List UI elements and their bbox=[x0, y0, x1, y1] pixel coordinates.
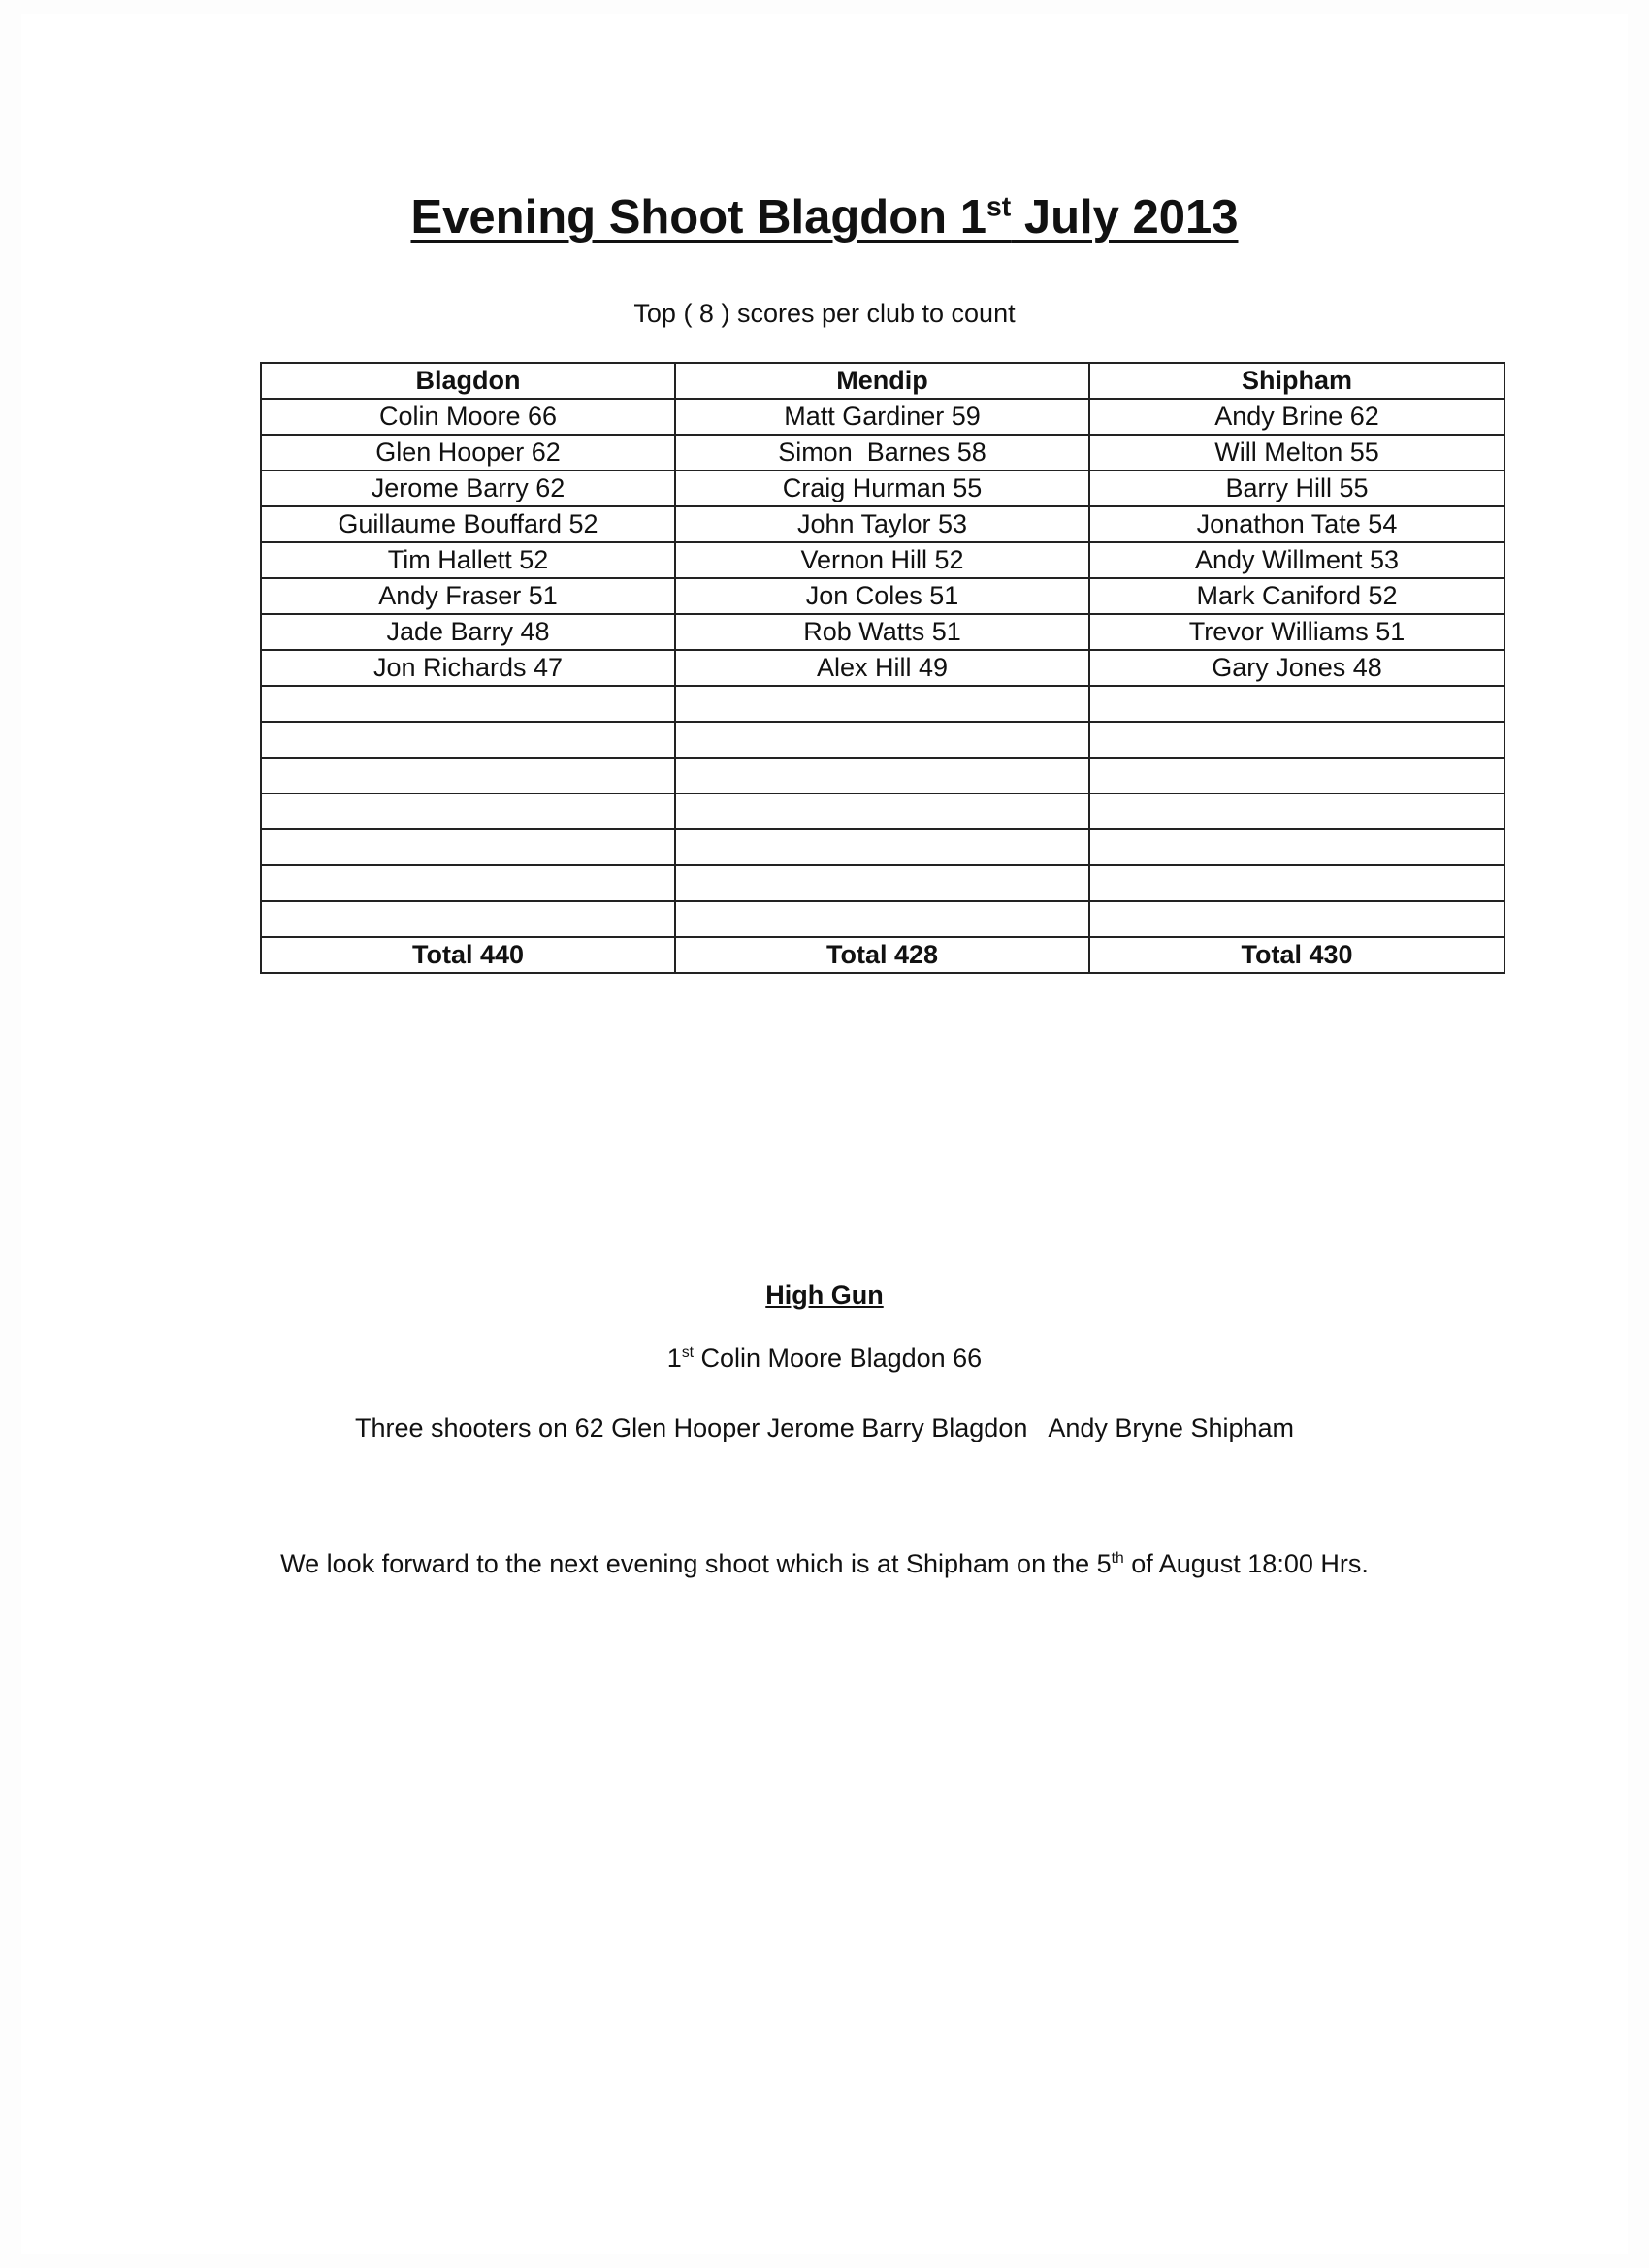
table-cell bbox=[261, 829, 675, 865]
total-blagdon: Total 440 bbox=[261, 937, 675, 973]
column-header-blagdon: Blagdon bbox=[261, 363, 675, 399]
table-cell: Rob Watts 51 bbox=[675, 614, 1089, 650]
table-cell bbox=[1089, 722, 1504, 758]
table-row bbox=[261, 506, 1504, 542]
table-row bbox=[261, 542, 1504, 578]
table-cell: Mark Caniford 52 bbox=[1089, 578, 1504, 614]
table-cell: Colin Moore 66 bbox=[261, 399, 675, 435]
table-row-empty bbox=[261, 794, 1504, 829]
table-row-empty bbox=[261, 865, 1504, 901]
table-cell bbox=[675, 901, 1089, 937]
table-cell: Andy Willment 53 bbox=[1089, 542, 1504, 578]
high-gun-tie-line: Three shooters on 62 Glen Hooper Jerome Barry Blagdon Andy Bryne Shipham bbox=[354, 1413, 1295, 1442]
table-cell: Tim Hallett 52 bbox=[261, 542, 675, 578]
paper-sheet bbox=[21, 14, 1628, 2254]
table-row bbox=[261, 470, 1504, 506]
table-cell bbox=[261, 794, 675, 829]
table-cell bbox=[1089, 794, 1504, 829]
table-header-row bbox=[261, 363, 1504, 399]
table-cell bbox=[261, 722, 675, 758]
table-cell: Matt Gardiner 59 bbox=[675, 399, 1089, 435]
table-cell: Gary Jones 48 bbox=[1089, 650, 1504, 686]
table-cell: Trevor Williams 51 bbox=[1089, 614, 1504, 650]
table-cell bbox=[675, 794, 1089, 829]
table-cell: Will Melton 55 bbox=[1089, 435, 1504, 470]
table-row bbox=[261, 399, 1504, 435]
document-title bbox=[0, 191, 1649, 243]
table-cell: Jon Richards 47 bbox=[261, 650, 675, 686]
table-cell: Jade Barry 48 bbox=[261, 614, 675, 650]
document-title-text: Evening Shoot Blagdon 1st July 2013 bbox=[410, 191, 1239, 243]
table-cell bbox=[675, 865, 1089, 901]
high-gun-first-place: 1st Colin Moore Blagdon 66 bbox=[666, 1344, 983, 1373]
scores-table bbox=[260, 362, 1505, 974]
table-cell bbox=[261, 901, 675, 937]
table-cell bbox=[675, 758, 1089, 794]
table-row bbox=[261, 435, 1504, 470]
table-row bbox=[261, 650, 1504, 686]
table-cell bbox=[675, 722, 1089, 758]
table-cell bbox=[675, 686, 1089, 722]
next-shoot-notice: We look forward to the next evening shoot which is at Shipham on the 5th of August 18:00 Hrs. bbox=[280, 1549, 1369, 1578]
table-cell: John Taylor 53 bbox=[675, 506, 1089, 542]
table-row-empty bbox=[261, 722, 1504, 758]
table-cell: Glen Hooper 62 bbox=[261, 435, 675, 470]
table-row-empty bbox=[261, 829, 1504, 865]
table-cell bbox=[261, 865, 675, 901]
table-row-empty bbox=[261, 758, 1504, 794]
table-row-empty bbox=[261, 901, 1504, 937]
table-cell bbox=[1089, 901, 1504, 937]
table-cell: Vernon Hill 52 bbox=[675, 542, 1089, 578]
table-cell bbox=[1089, 686, 1504, 722]
table-cell bbox=[1089, 829, 1504, 865]
table-cell: Craig Hurman 55 bbox=[675, 470, 1089, 506]
table-cell: Simon Barnes 58 bbox=[675, 435, 1089, 470]
table-cell: Alex Hill 49 bbox=[675, 650, 1089, 686]
table-cell: Jerome Barry 62 bbox=[261, 470, 675, 506]
table-cell: Guillaume Bouffard 52 bbox=[261, 506, 675, 542]
table-row bbox=[261, 614, 1504, 650]
table-cell: Andy Brine 62 bbox=[1089, 399, 1504, 435]
table-cell bbox=[1089, 865, 1504, 901]
table-cell: Jon Coles 51 bbox=[675, 578, 1089, 614]
document-subtitle: Top ( 8 ) scores per club to count bbox=[633, 299, 1016, 328]
total-mendip: Total 428 bbox=[675, 937, 1089, 973]
table-cell: Andy Fraser 51 bbox=[261, 578, 675, 614]
column-header-mendip: Mendip bbox=[675, 363, 1089, 399]
table-row-empty bbox=[261, 686, 1504, 722]
table-cell bbox=[1089, 758, 1504, 794]
total-shipham: Total 430 bbox=[1089, 937, 1504, 973]
table-cell: Barry Hill 55 bbox=[1089, 470, 1504, 506]
table-cell: Jonathon Tate 54 bbox=[1089, 506, 1504, 542]
column-header-shipham: Shipham bbox=[1089, 363, 1504, 399]
table-row bbox=[261, 578, 1504, 614]
table-cell bbox=[261, 686, 675, 722]
table-total-row bbox=[261, 937, 1504, 973]
high-gun-heading: High Gun bbox=[765, 1280, 884, 1310]
table-cell bbox=[675, 829, 1089, 865]
table-cell bbox=[261, 758, 675, 794]
